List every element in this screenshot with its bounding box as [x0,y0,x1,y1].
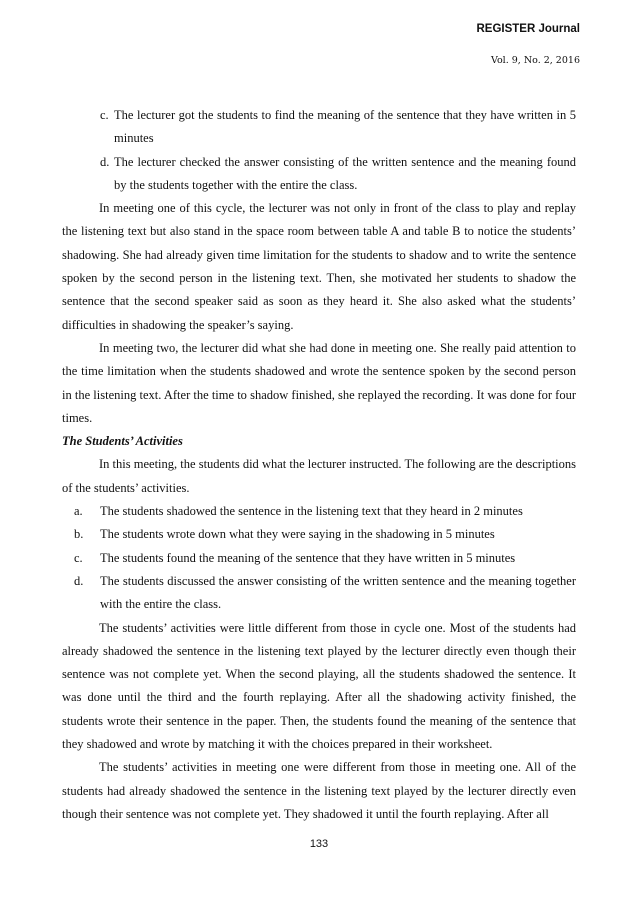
list-text: The students wrote down what they were saying in the shadowing in 5 minutes [100,527,495,542]
paragraph: In this meeting, the students did what the lecturer instructed. The following are the descriptions of the students’ activities. [62,457,576,495]
list-text: The students discussed the answer consisting of the written sentence and the meaning together with the entire the class. [100,573,576,612]
list-item [62,547,576,570]
journal-title: REGISTER Journal [476,23,580,35]
list-text: The students shadowed the sentence in the listening text that they heard in 2 minutes [100,504,523,519]
list-marker: c. [74,550,83,565]
list-marker: a. [74,504,83,519]
list-marker: b. [74,527,84,542]
list-text: The students found the meaning of the sentence that they have written in 5 minutes [100,550,516,565]
page-number: 133 [309,838,329,850]
list-item [62,570,576,617]
section-heading: The Students’ Activities [62,434,183,449]
paragraph: In meeting two, the lecturer did what she had done in meeting one. She really paid attention to the time limitation when the students shadowed and wrote the sentence spoken by the second person in the listening text. After the time to shadow finished, she replayed the recording. It was done for four times. [62,340,576,425]
list-marker: d. [100,154,110,169]
paragraph: In meeting one of this cycle, the lecturer was not only in front of the class to play and replay the listening text but also stand in the space room between table A and table B to notice the students’ shadowing. She had already given time limitation for the students to shadow and to write the sentence spoken by the second person in the listening text. Then, she motivated her students to shadow the sentence that the second speaker said as soon as they heard it. She also asked what the students’ difficulties in shadowing the speaker’s saying. [62,201,576,332]
list-item [62,104,576,151]
list-text: The lecturer got the students to find the meaning of the sentence that they have written in 5 minutes [114,108,576,146]
paragraph: The students’ activities were little different from those in cycle one. Most of the students had already shadowed the sentence in the listening text played by the lecturer directly even though their sentence was not complete yet. When the second playing, all the students shadowed the sentence. It was done until the third and the fourth replaying. After all the shadowing activity finished, the students wrote their sentence in the paper. Then, the students found the meaning of the sentence that they shadowed and wrote by matching it with the choices prepared in their worksheet. [62,620,576,752]
list-item [62,500,576,523]
journal-volume: Vol. 9, No. 2, 2016 [490,55,580,66]
list-item [62,151,576,198]
page-body [62,104,576,826]
list-marker: c. [100,108,109,122]
list-text: The lecturer checked the answer consisting of the written sentence and the meaning found by the students together with the entire the class. [114,154,576,192]
paragraph: The students’ activities in meeting one were different from those in meeting one. All of the students had already shadowed the sentence in the listening text played by the lecturer directly even though their sentence was not complete yet. They shadowed it until the fourth replaying. After all [62,760,576,821]
list-marker: d. [74,573,84,588]
list-item [62,523,576,546]
